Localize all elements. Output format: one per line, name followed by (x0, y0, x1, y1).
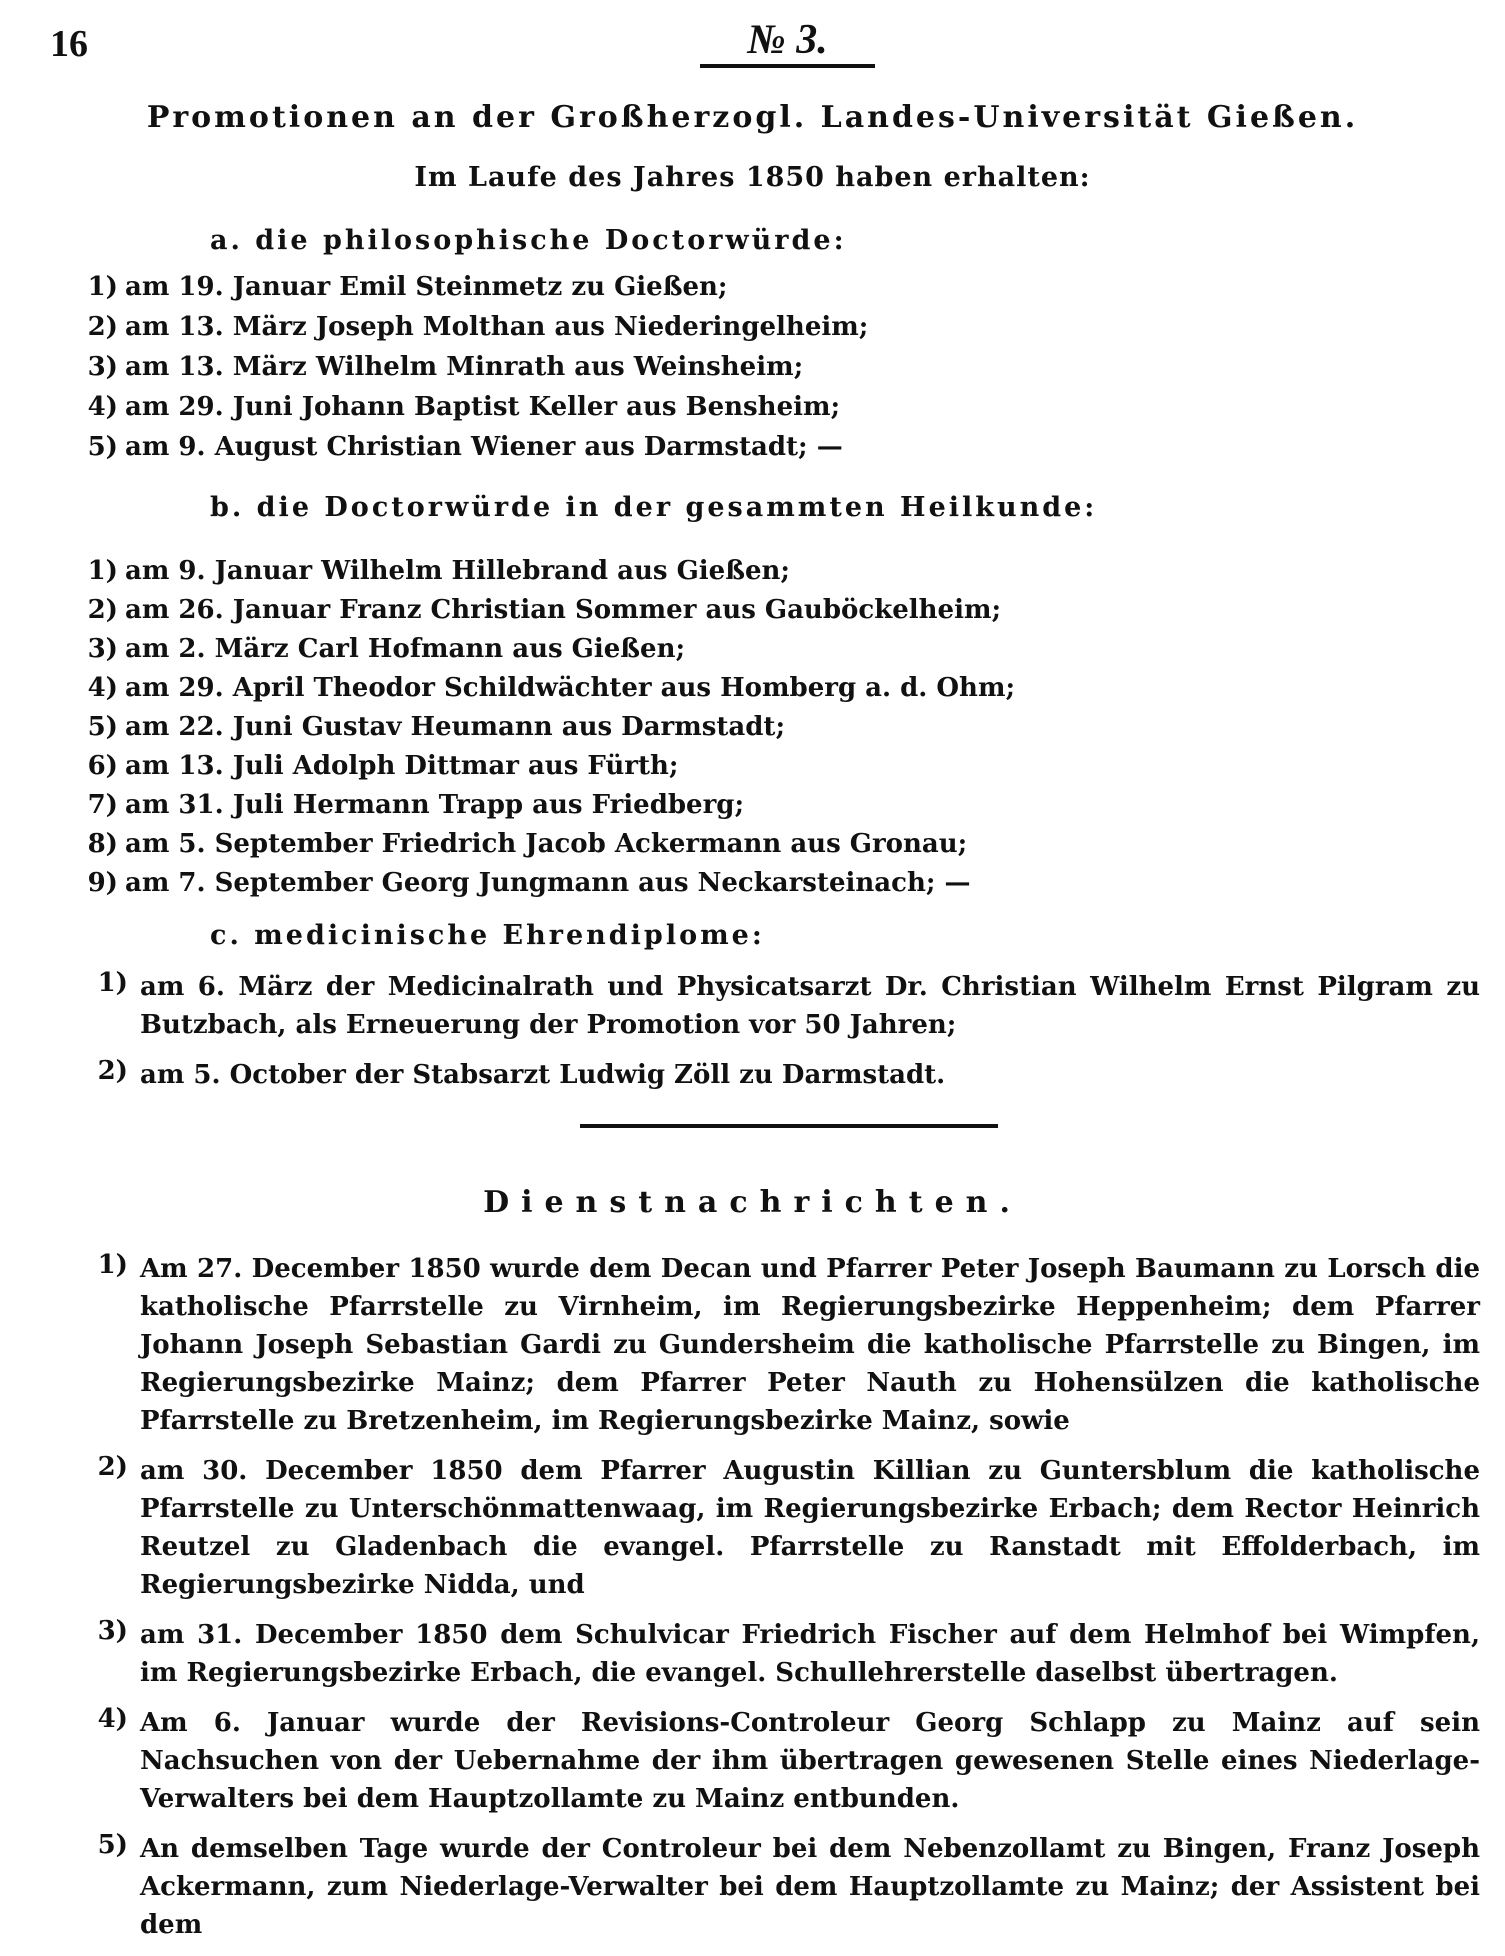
item-text: am 2. März Carl Hofmann aus Gießen; (125, 634, 686, 664)
item-text: am 31. Juli Hermann Trapp aus Friedberg; (125, 790, 745, 820)
item-number: 2) (97, 1056, 128, 1086)
item-text: An demselben Tage wurde der Controleur bei dem Nebenzollamt zu Bingen, Franz Joseph Ackermann, zum Niederlage-Verwalter bei dem Hauptzollamte zu Mainz; der Assistent bei dem (140, 1834, 1480, 1940)
item-number: 4) (87, 392, 118, 422)
item-number: 7) (87, 790, 118, 820)
page-number: 16 (50, 23, 88, 65)
item-text: am 9. August Christian Wiener aus Darmstadt; — (125, 432, 843, 462)
item-number: 1) (87, 556, 118, 586)
service-news-title: Dienstnachrichten. (483, 1185, 1022, 1220)
item-number: 1) (97, 1250, 128, 1280)
item-number: 5) (87, 432, 118, 462)
item-text: am 5. September Friedrich Jacob Ackermann aus Gronau; (125, 829, 968, 859)
item-text: am 9. Januar Wilhelm Hillebrand aus Gießen; (125, 556, 790, 586)
service-news-list (0, 1250, 1505, 1956)
list-item (0, 1250, 1505, 1440)
section-heading-b: b. die Doctorwürde in der gesammten Heilkunde: (210, 492, 1098, 523)
item-number: 6) (87, 751, 118, 781)
item-text: am 22. Juni Gustav Heumann aus Darmstadt; (125, 712, 786, 742)
item-text: am 13. März Joseph Molthan aus Niederingelheim; (125, 312, 869, 342)
item-number: 4) (87, 673, 118, 703)
item-text: am 19. Januar Emil Steinmetz zu Gießen; (125, 272, 728, 302)
list-item (0, 1056, 1505, 1094)
page-subtitle: Im Laufe des Jahres 1850 haben erhalten: (414, 162, 1091, 193)
issue-number: № 3. (700, 18, 875, 68)
list-item (0, 968, 1505, 1044)
item-number: 3) (97, 1616, 128, 1646)
section-c-list (0, 968, 1505, 1106)
list-item (0, 1452, 1505, 1604)
list-item (0, 1830, 1505, 1944)
section-heading-a: a. die philosophische Doctorwürde: (210, 225, 847, 256)
item-text: am 31. December 1850 dem Schulvicar Friedrich Fischer auf dem Helmhof bei Wimpfen, im Regierungsbezirke Erbach, die evangel. Schullehrerstelle daselbst übertragen. (140, 1620, 1480, 1688)
section-heading-c: c. medicinische Ehrendiplome: (210, 920, 765, 951)
item-number: 1) (97, 968, 128, 998)
list-item (0, 1704, 1505, 1818)
item-number: 5) (97, 1830, 128, 1860)
item-number: 2) (87, 312, 118, 342)
item-number: 8) (87, 829, 118, 859)
item-text: Am 27. December 1850 wurde dem Decan und Pfarrer Peter Joseph Baumann zu Lorsch die katholische Pfarrstelle zu Virnheim, im Regierungsbezirke Heppenheim; dem Pfarrer Johann Joseph Sebastian Gardi zu Gundersheim die katholische Pfarrstelle zu Bingen, im Regierungsbezirke Mainz; dem Pfarrer Peter Nauth zu Hohensülzen die katholische Pfarrstelle zu Bretzenheim, im Regierungsbezirke Mainz, sowie (140, 1254, 1480, 1436)
list-item (0, 1616, 1505, 1692)
item-number: 2) (87, 595, 118, 625)
item-number: 3) (87, 634, 118, 664)
item-text: Am 6. Januar wurde der Revisions-Controleur Georg Schlapp zu Mainz auf sein Nachsuchen von der Uebernahme der ihm übertragen gewesenen Stelle eines Niederlage-Verwalters bei dem Hauptzollamte zu Mainz entbunden. (140, 1708, 1480, 1814)
item-text: am 26. Januar Franz Christian Sommer aus Gauböckelheim; (125, 595, 1002, 625)
item-text: am 30. December 1850 dem Pfarrer Augustin Killian zu Guntersblum die katholische Pfarrstelle zu Unterschönmattenwaag, im Regierungsbezirke Erbach; dem Rector Heinrich Reutzel zu Gladenbach die evangel. Pfarrstelle zu Ranstadt mit Effolderbach, im Regierungsbezirke Nidda, und (140, 1456, 1480, 1600)
item-number: 2) (97, 1452, 128, 1482)
item-text: am 29. April Theodor Schildwächter aus Homberg a. d. Ohm; (125, 673, 1016, 703)
item-text: am 6. März der Medicinalrath und Physicatsarzt Dr. Christian Wilhelm Ernst Pilgram zu Butzbach, als Erneuerung der Promotion vor 50 Jahren; (140, 972, 1480, 1040)
item-text: am 29. Juni Johann Baptist Keller aus Bensheim; (125, 392, 841, 422)
item-number: 5) (87, 712, 118, 742)
item-text: am 13. März Wilhelm Minrath aus Weinsheim; (125, 352, 804, 382)
item-number: 9) (87, 868, 118, 898)
section-divider (580, 1124, 998, 1128)
page-title: Promotionen an der Großherzogl. Landes-Universität Gießen. (146, 100, 1359, 135)
item-text: am 5. October der Stabsarzt Ludwig Zöll zu Darmstadt. (140, 1060, 946, 1090)
item-number: 1) (87, 272, 118, 302)
item-text: am 13. Juli Adolph Dittmar aus Fürth; (125, 751, 679, 781)
item-text: am 7. September Georg Jungmann aus Neckarsteinach; — (125, 868, 971, 898)
item-number: 3) (87, 352, 118, 382)
item-number: 4) (97, 1704, 128, 1734)
